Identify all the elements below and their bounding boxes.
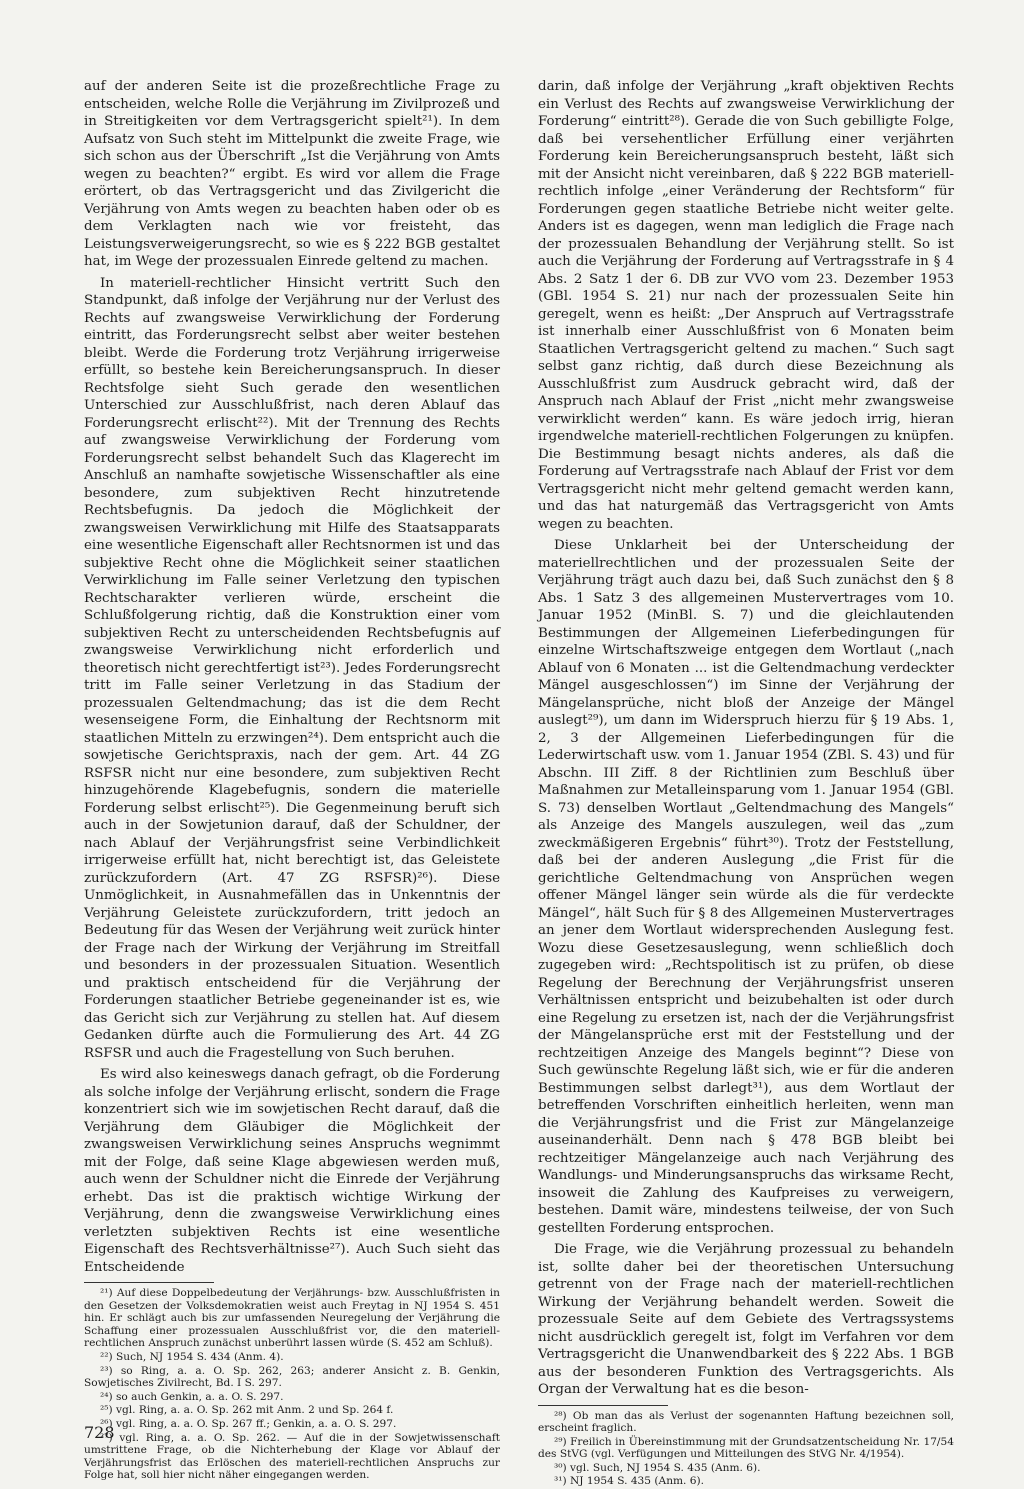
footnote: ²²) Such, NJ 1954 S. 434 (Anm. 4). [100, 1350, 284, 1363]
footnote-divider [538, 1405, 668, 1406]
left-column [84, 78, 500, 1483]
right-footnotes [538, 1410, 954, 1489]
paragraph: Es wird also keineswegs danach gefragt, ob die Forderung als solche infolge der Verjährung erlischt, sondern die Frage konzentriert sich wie im sowjetischen Recht darauf, daß die Verjährung dem Gläubiger die Möglichkeit der zwangsweisen Verwirklichung seines Anspruchs wegnimmt mit der Folge, daß seine Klage abgewiesen werden muß, auch wenn der Schuldner nicht die Einrede der Verjährung erhebt. Das ist die praktisch wichtige Wirkung der Verjährung, denn die zwangsweise Verwirklichung eines verletzten subjektiven Rechts ist eine wesentliche Eigenschaft des Rechtsverhältnisse²⁷). Auch Such sieht das Entscheidende [84, 1067, 500, 1275]
paragraph: In materiell-rechtlicher Hinsicht vertritt Such den Standpunkt, daß infolge der Verjährung nur der Verlust des Rechts auf zwangsweise Verwirklichung der Forderung eintritt, das Forderungsrecht selbst aber weiter bestehen bleibt. Werde die Forderung trotz Verjährung irrigerweise erfüllt, so bestehe kein Bereicherungsanspruch. In dieser Rechtsfolge sieht Such gerade den wesentlichen Unterschied zur Ausschlußfrist, nach deren Ablauf das Forderungsrecht erlischt²²). Mit der Trennung des Rechts auf zwangsweise Verwirklichung der Forderung vom Forderungsrecht selbst behandelt Such das Klagerecht im Anschluß an namhafte sowjetische Wissenschaftler als eine besondere, zum subjektiven Recht hinzutretende Rechtsbefugnis. Da jedoch die Möglichkeit der zwangsweisen Verwirklichung mit Hilfe des Staatsapparats eine wesentliche Eigenschaft aller Rechtsnormen ist und das subjektive Recht ohne die Möglichkeit seiner staatlichen Verwirklichung im Falle seiner Verletzung den typischen Rechtscharakter verlieren würde, erscheint die Schlußfolgerung richtig, daß die Konstruktion einer vom subjektiven Recht zu unterscheidenden Rechtsbefugnis auf zwangsweise Verwirklichung nicht erforderlich und theoretisch nicht gerechtfertigt ist²³). Jedes Forderungsrecht tritt im Falle seiner Verletzung in das Stadium der prozessualen Geltendmachung; das ist die dem Recht wesenseigene Form, die Einhaltung der Rechtsnorm mit staatlichen Mitteln zu erzwingen²⁴). Dem entspricht auch die sowjetische Gerichtspraxis, nach der gem. Art. 44 ZG RSFSR nicht nur eine besondere, zum subjektiven Recht hinzugehörende Klagebefugnis, sondern die materielle Forderung selbst erlischt²⁵). Die Gegenmeinung beruft sich auch in der Sowjetunion darauf, daß der Schuldner, der nach Ablauf der Verjährungsfrist seine Verbindlichkeit irrigerweise erfüllt hat, nicht berechtigt ist, das Geleistete zurückzufordern (Art. 47 ZG RSFSR)²⁶). Diese Unmöglichkeit, in Ausnahmefällen das in Unkenntnis der Verjährung Geleistete zurückzufordern, tritt jedoch an Bedeutung für das Wesen der Verjährung weit zurück hinter der Frage nach der Wirkung der Verjährung im Streitfall und besonders in der prozessualen Situation. Wesentlich und praktisch entscheidend für die Verjährung der Forderungen staatlicher Betriebe gegeneinander ist es, wie das Gericht sich zur Verjährung zu stellen hat. Auf diesem Gedanken dürfte auch die Formulierung des Art. 44 ZG RSFSR und auch die Fragestellung von Such beruhen. [84, 275, 500, 1061]
footnote-divider [84, 1282, 214, 1283]
footnote: ³⁰) vgl. Such, NJ 1954 S. 435 (Anm. 6). [554, 1461, 761, 1474]
footnote: ²⁶) vgl. Ring, a. a. O. Sp. 267 ff.; Genkin, a. a. O. S. 297. [100, 1417, 397, 1430]
right-column [538, 78, 954, 1489]
footnote: ²³) so Ring, a. a. O. Sp. 262, 263; anderer Ansicht z. B. Genkin, Sowjetisches Zivilrecht, Bd. I S. 297. [84, 1364, 500, 1390]
page-number: 728 [84, 1423, 115, 1442]
footnote: ³¹) NJ 1954 S. 435 (Anm. 6). [554, 1475, 705, 1488]
paragraph: Diese Unklarheit bei der Unterscheidung der materiellrechtlichen und der prozessualen Seite der Verjährung trägt auch dazu bei, daß Such zunächst den § 8 Abs. 1 Satz 3 des allgemeinen Mustervertrages vom 10. Januar 1952 (MinBl. S. 7) und die gleichlautenden Bestimmungen der Allgemeinen Lieferbedingungen für einzelne Wirtschaftszweige entgegen dem Wortlaut („nach Ablauf von 6 Monaten ... ist die Geltendmachung verdeckter Mängel ausgeschlossen“) im Sinne der Verjährung der Mängelansprüche, nicht bloß der Anzeige der Mängel auslegt²⁹), um dann im Widerspruch hierzu für § 19 Abs. 1, 2, 3 der Allgemeinen Lieferbedingungen für die Lederwirtschaft usw. vom 1. Januar 1954 (ZBl. S. 43) und für Abschn. III Ziff. 8 der Richtlinien zum Beschluß über Maßnahmen zur Metalleinsparung vom 1. Januar 1954 (GBl. S. 73) denselben Wortlaut „Geltendmachung des Mangels“ als Anzeige des Mangels auszulegen, weil das „zum zweckmäßigeren Ergebnis“ führt³⁰). Trotz der Feststellung, daß bei der anderen Auslegung „die Frist für die gerichtliche Geltendmachung von Ansprüchen wegen offener Mängel länger sein würde als die für verdeckte Mängel“, hält Such für § 8 des Allgemeinen Mustervertrages an jener dem Wortlaut widersprechenden Auslegung fest. Wozu diese Gesetzesauslegung, wenn schließlich doch zugegeben wird: „Rechtspolitisch ist zu prüfen, ob diese Regelung der Berechnung der Verjährungsfrist unseren Verhältnissen entspricht und beizubehalten ist oder durch eine Regelung zu ersetzen ist, nach der die Verjährungsfrist der Mängelansprüche erst mit der Feststellung und der rechtzeitigen Anzeige des Mangels beginnt“? Diese von Such gewünschte Regelung läßt sich, wie er für die anderen Bestimmungen selbst darlegt³¹), aus dem Wortlaut der betreffenden Vorschriften einheitlich herleiten, wenn man die Verjährungsfrist und die Frist zur Mängelanzeige auseinanderhält. Denn nach § 478 BGB bleibt bei rechtzeitiger Mängelanzeige auch nach Verjährung des Wandlungs- und Minderungsanspruchs das wirksame Recht, insoweit die Zahlung des Kaufpreises zu verweigern, bestehen. Damit wäre, mindestens teilweise, der von Such gestellten Forderung entsprochen. [538, 538, 954, 1236]
right-body-text [538, 78, 954, 1399]
paragraph: auf der anderen Seite ist die prozeßrechtliche Frage zu entscheiden, welche Rolle die Verjährung im Zivilprozeß und in Streitigkeiten vor dem Vertragsgericht spielt²¹). In dem Aufsatz von Such steht im Mittelpunkt die zweite Frage, wie sich schon aus der Überschrift „Ist die Verjährung von Amts wegen zu beachten?“ ergibt. Es wird vor allem die Frage erörtert, ob das Vertragsgericht und das Zivilgericht die Verjährung von Amts wegen zu beachten haben oder ob es dem Verklagten nach wie vor freisteht, das Leistungsverweigerungsrecht, so wie es § 222 BGB gestaltet hat, im Wege der prozessualen Einrede geltend zu machen. [84, 79, 500, 269]
footnote: ²⁸) Ob man das als Verlust der sogenannten Haftung bezeichnen soll, erscheint fraglich. [538, 1409, 954, 1435]
left-body-text [84, 78, 500, 1276]
footnote: ²⁴) so auch Genkin, a. a. O. S. 297. [100, 1390, 284, 1403]
footnote: ²⁷) vgl. Ring, a. a. O. Sp. 262. — Auf die in der Sowjetwissenschaft umstrittene Frage, ob die Nichterhebung der Klage vor Ablauf der Verjährungsfrist das Erlöschen des materiell-rechtlichen Anspruchs zur Folge hat, soll hier nicht näher eingegangen werden. [84, 1431, 500, 1482]
footnote: ²⁹) Freilich in Übereinstimmung mit der Grundsatzentscheidung Nr. 17/54 des StVG (vgl. Verfügungen und Mitteilungen des StVG Nr. 4/1954). [538, 1435, 954, 1461]
paragraph: Die Frage, wie die Verjährung prozessual zu behandeln ist, sollte daher bei der theoretischen Untersuchung getrennt von der Frage nach der materiell-rechtlichen Wirkung der Verjährung behandelt werden. Soweit die prozessuale Seite auf dem Gebiete des Vertragssystems nicht ausdrücklich geregelt ist, folgt im Verfahren vor dem Vertragsgericht die Unanwendbarkeit des § 222 Abs. 1 BGB aus der besonderen Funktion des Vertragsgerichts. Als Organ der Verwaltung hat es die beson- [538, 1242, 954, 1397]
paragraph: darin, daß infolge der Verjährung „kraft objektiven Rechts ein Verlust des Rechts auf zwangsweise Verwirklichung der Forderung“ eintritt²⁸). Gerade die von Such gebilligte Folge, daß bei versehentlicher Erfüllung einer verjährten Forderung kein Bereicherungsanspruch besteht, läßt sich mit der Ansicht nicht vereinbaren, daß § 222 BGB materiell-rechtlich infolge „einer Veränderung der Rechtsform“ für Forderungen gegen staatliche Betriebe nicht weiter gelte. Anders ist es dagegen, wenn man lediglich die Frage nach der prozessualen Behandlung der Verjährung stellt. So ist auch die Verjährung der Forderung auf Vertragsstrafe in § 4 Abs. 2 Satz 1 der 6. DB zur VVO vom 23. Dezember 1953 (GBl. 1954 S. 21) nur nach der prozessualen Seite hin geregelt, wenn es heißt: „Der Anspruch auf Vertragsstrafe ist innerhalb einer Ausschlußfrist von 6 Monaten beim Staatlichen Vertragsgericht geltend zu machen.“ Such sagt selbst ganz richtig, daß durch diese Bezeichnung als Ausschlußfrist zum Ausdruck gebracht wird, daß der Anspruch nach Ablauf der Frist „nicht mehr zwangsweise verwirklicht werden“ kann. Es wäre jedoch irrig, hieran irgendwelche materiell-rechtlichen Folgerungen zu knüpfen. Die Bestimmung besagt nichts anderes, als daß die Forderung auf Vertragsstrafe nach Ablauf der Frist vor dem Vertragsgericht nicht mehr geltend gemacht werden kann, und das hat naturgemäß das Vertragsgericht von Amts wegen zu beachten. [538, 79, 954, 532]
footnote: ²⁵) vgl. Ring, a. a. O. Sp. 262 mit Anm. 2 und Sp. 264 f. [100, 1404, 394, 1417]
footnote: ²¹) Auf diese Doppelbedeutung der Verjährungs- bzw. Ausschlußfristen in den Gesetzen der Volksdemokratien weist auch Freytag in NJ 1954 S. 451 hin. Er schlägt auch bis zur umfassenden Neuregelung der Verjährung die Schaffung einer prozessualen Ausschlußfrist vor, die den materiell-rechtlichen Anspruch zunächst unberührt lassen würde (S. 452 am Schluß). [84, 1287, 500, 1350]
left-footnotes [84, 1287, 500, 1482]
